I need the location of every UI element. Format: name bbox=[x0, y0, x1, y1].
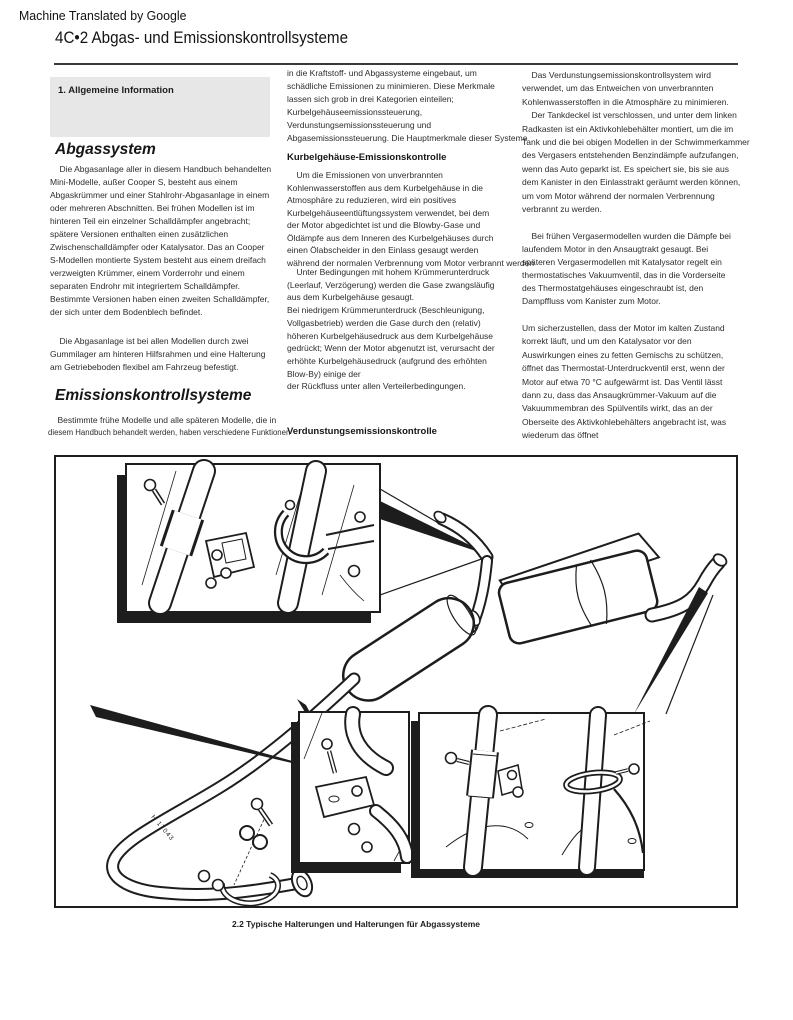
hanger-eye-icon bbox=[240, 826, 254, 840]
left-paragraph-3: Bestimmte frühe Modelle und alle späteren Modelle, die in diesem Handbuch behandelt werden, haben verschiedene Funktionen bbox=[48, 415, 291, 437]
nut-icon bbox=[349, 824, 360, 835]
left-paragraph-2: Die Abgasanlage ist bei allen Modellen durch zwei Gummilager am hinteren Hilfsrahmen und eine Halterung am Getriebeboden flexibel am Fahrzeug befestigt. bbox=[50, 336, 266, 372]
right-paragraph-1: Das Verdunstungsemissionskontrollsystem wird verwendet, um das Entweichen von unverbrannten Kohlenwasserstoffen in die Atmosphäre zu minimieren. Der Tankdeckel ist verschlossen, und unter dem linken Radkasten ist ein Aktivkohlebehälter montiert, um die im Tank und die bei obigen Modellen in der Schwimmerkammer des Vergasers entstehenden Benzindämpfe aufzufangen, wenn das Auto geparkt ist. Es speichert sie, bis sie aus dem Kanister in den Einlasstrakt geräumt werden können, um vom Motor während der normalen Verbrennung verbrannt zu werden. bbox=[522, 70, 750, 215]
nut-icon bbox=[213, 880, 224, 891]
figure-part-number: H 17043 bbox=[149, 813, 176, 843]
inset-top-left bbox=[117, 464, 380, 623]
nut-icon bbox=[352, 786, 362, 796]
heading-emissionskontrollsysteme: Emissionskontrollsysteme bbox=[55, 387, 252, 404]
inset-bottom-right bbox=[411, 713, 650, 878]
bolt-icon bbox=[355, 512, 365, 522]
heading-kurbelgehaeuse-emissionskontrolle: Kurbelgehäuse-Emissionskontrolle bbox=[287, 152, 447, 163]
nut-icon bbox=[513, 787, 523, 797]
exhaust-figure bbox=[54, 455, 738, 908]
nut-icon bbox=[206, 578, 216, 588]
bolt-icon bbox=[629, 764, 639, 774]
nut-icon bbox=[362, 842, 372, 852]
figure-caption: 2.2 Typische Halterungen und Halterungen für Abgassysteme bbox=[232, 919, 480, 929]
header-rule bbox=[54, 63, 738, 65]
nut-icon bbox=[286, 501, 295, 510]
right-paragraph-3: Um sicherzustellen, dass der Motor im kalten Zustand korrekt läuft, und um den Katalysator vor den Auswirkungen eines zu fetten Gemischs zu schützen, öffnet das Thermostat-Unterdruckventil erst, wenn der Motor auf etwa 70 °C aufgewärmt ist. Das Ventil lässt dann zu, dass das Ansaugkrümmer-Vakuum auf die Vakuummembran des Spülventils wirkt, das an der Oberseite des Aktivkohlebehälters angebracht ist, was wiederum das öffnet bbox=[522, 323, 727, 441]
left-paragraph-1: Die Abgasanlage aller in diesem Handbuch behandelten Mini-Modelle, außer Cooper S, besteht aus einem Abgaskrümmer und einer Stahlrohr-Abgasanlage in einem oder mehreren Abschnitten. Bei frühen Modellen ist im hinteren Teil ein einzelner Schalldämpfer angebracht; spätere Versionen enthalten einen zusätzlichen Zwischenschalldämpfer oder Katalysator. Das an Cooper S-Modellen montierte System besteht aus einem dreifach verzweigten Krümmer, einem Vorderrohr und einem separaten Endrohr mit integriertem Schalldämpfer. Bestimmte Versionen haben einen zweiten Schalldämpfer, der sich unter dem Bodenblech befindet. bbox=[50, 164, 272, 317]
machine-translated-watermark: Machine Translated by Google bbox=[19, 8, 187, 23]
bolt-icon bbox=[322, 739, 332, 749]
middle-paragraph-3: Unter Bedingungen mit hohem Krümmerunterdruck (Leerlauf, Verzögerung) werden die Gase zwangsläufig aus dem Kurbelgehäuse gesaugt. Bei niedrigem Krümmerunterdruck (Beschleunigung, Vollgasbetrieb) werden die Gase durch den (relativ) höheren Kurbelgehäusedruck aus dem Kurbelgehäuse gedrückt; Wenn der Motor abgenutzt ist, verursacht der erhöhte Kurbelgehäusedruck (aufgrund des erhöhten Blow-By) einige der der Rückfluss unter allen Verteilerbedingungen. bbox=[287, 267, 495, 392]
page-title: 4C•2 Abgas- und Emissionskontrollsysteme bbox=[55, 29, 349, 47]
bolt-icon bbox=[349, 566, 360, 577]
heading-abgassystem: Abgassystem bbox=[55, 141, 156, 158]
bolt-icon bbox=[446, 753, 457, 764]
section-heading: 1. Allgemeine Information bbox=[58, 85, 174, 96]
nut-icon bbox=[199, 871, 210, 882]
bolt-icon bbox=[221, 568, 231, 578]
bolt-icon bbox=[252, 799, 263, 810]
exhaust-illustration bbox=[54, 455, 738, 908]
heading-verdunstungsemissionskontrolle: Verdunstungsemissionskontrolle bbox=[287, 426, 437, 437]
bolt-icon bbox=[212, 550, 222, 560]
middle-paragraph-1: in die Kraftstoff- und Abgassysteme eingebaut, um schädliche Emissionen zu minimieren. Diese Merkmale lassen sich grob in drei Kategorien einteilen; Kurbelgehäuseemissionssteuerung, Verdunstungsemissionssteuerung und Abgasemissionssteuerung. Die Hauptmerkmale dieser Systeme bbox=[287, 68, 528, 143]
hanger-eye-icon bbox=[253, 835, 267, 849]
right-paragraph-2: Bei frühen Vergasermodellen wurden die Dämpfe bei laufendem Motor in den Ansaugtrakt gesaugt. Bei späteren Vergasermodellen mit Katalysator regelt ein thermostatisches Vakuumventil, das in die Vorderseite des Thermostatgehäuses eingeschraubt ist, den Dampffluss vom Kanister zum Motor. bbox=[522, 231, 731, 306]
nut-icon bbox=[508, 771, 517, 780]
inset-bottom-left bbox=[291, 712, 409, 873]
middle-paragraph-2: Um die Emissionen von unverbrannten Kohlenwasserstoffen aus dem Kurbelgehäuse in die Atmosphäre zu reduzieren, wird ein positives Kurbelgehäuseentlüftungssystem verwendet, bei dem der Motor abgedichtet ist und die Blowby-Gase und Öldämpfe aus dem Inneren des Kurbelgehäuses durch einen Ölabscheider in den Einlass gesaugt werden während der normalen Verbrennung vom Motor verbrannt werden bbox=[287, 170, 535, 268]
bolt-icon bbox=[145, 480, 156, 491]
